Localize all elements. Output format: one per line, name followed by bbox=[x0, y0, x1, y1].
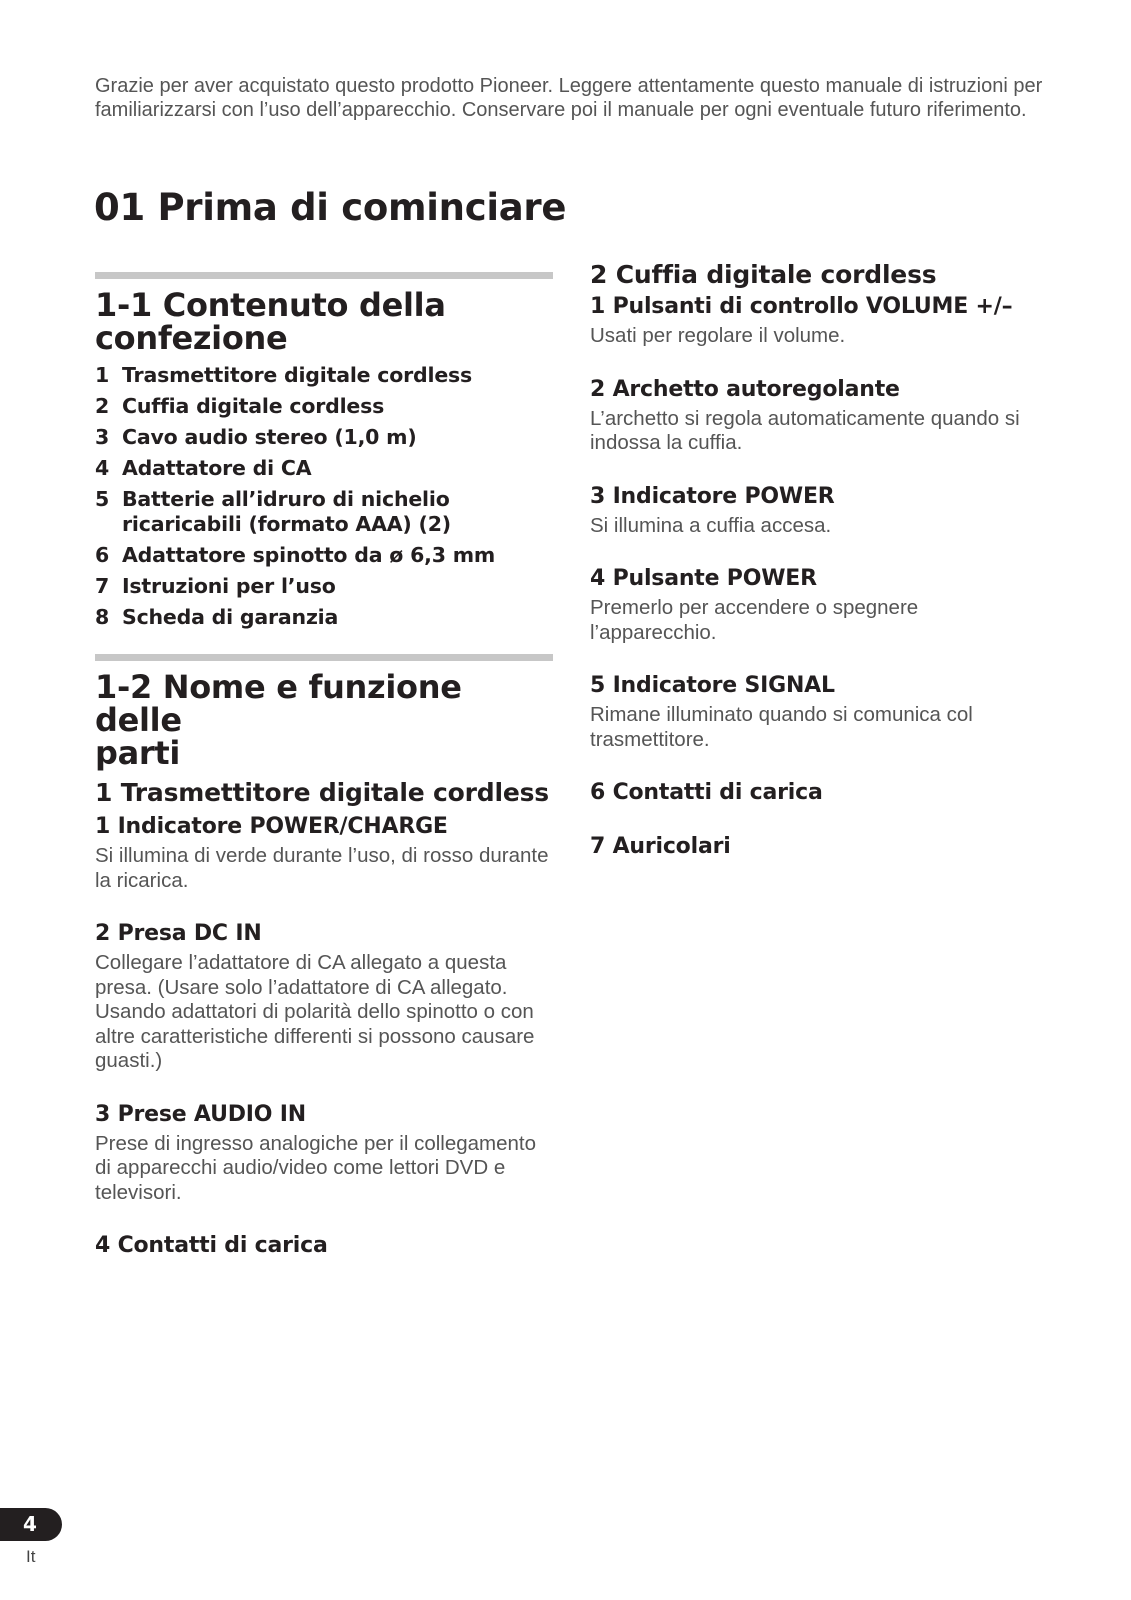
list-item bbox=[95, 487, 553, 537]
part-entry bbox=[590, 780, 1050, 806]
page-number-tab bbox=[0, 1508, 62, 1541]
part-description: L’archetto si regola automaticamente quando si indossa la cuffia. bbox=[590, 406, 1020, 454]
item-number: 3 bbox=[95, 425, 110, 449]
part-entry bbox=[95, 814, 553, 893]
section-title-line: 1-1 Contenuto della bbox=[95, 286, 446, 324]
part-title: 1 Indicatore POWER/CHARGE bbox=[95, 814, 448, 839]
section-title-contents bbox=[95, 286, 553, 357]
part-title: 5 Indicatore SIGNAL bbox=[590, 673, 835, 698]
language-code: It bbox=[26, 1547, 36, 1566]
part-title: 2 Archetto autoregolante bbox=[590, 376, 900, 402]
item-text: Istruzioni per l’uso bbox=[122, 574, 336, 598]
page-number: 4 bbox=[23, 1512, 37, 1536]
item-text: Adattatore spinotto da ø 6,3 mm bbox=[122, 543, 496, 567]
section-title-line: 1-2 Nome e funzione delle bbox=[95, 668, 462, 739]
right-column bbox=[590, 260, 1050, 888]
part-title: 4 Pulsante POWER bbox=[590, 566, 817, 591]
item-number: 6 bbox=[95, 543, 110, 567]
section-divider bbox=[95, 654, 553, 661]
list-item bbox=[95, 574, 553, 599]
left-column bbox=[95, 272, 553, 1287]
part-entry bbox=[590, 834, 1050, 860]
part-entry bbox=[590, 566, 1050, 645]
part-entry bbox=[95, 921, 553, 1074]
part-title: 3 Indicatore POWER bbox=[590, 483, 835, 509]
part-entry bbox=[95, 1233, 553, 1259]
item-number: 5 bbox=[95, 487, 110, 511]
part-description: Usati per regolare il volume. bbox=[590, 324, 846, 347]
section-title-line: confezione bbox=[95, 319, 288, 357]
part-description: Collegare l’adattatore di CA allegato a questa presa. (Usare solo l’adattatore di CA allegato. Usando adattatori di polarità dello spinotto o con altre caratteristiche differenti si possono causare guasti.) bbox=[95, 951, 535, 1072]
part-title: 7 Auricolari bbox=[590, 834, 731, 859]
section-divider bbox=[95, 272, 553, 279]
part-entry bbox=[95, 1102, 553, 1206]
part-title: 3 Prese AUDIO IN bbox=[95, 1101, 306, 1127]
item-number: 8 bbox=[95, 605, 110, 629]
chapter-title: 01 Prima di cominciare bbox=[94, 186, 567, 229]
part-entry bbox=[590, 484, 1050, 539]
part-description: Rimane illuminato quando si comunica col trasmettitore. bbox=[590, 703, 973, 751]
item-text: Cavo audio stereo (1,0 m) bbox=[122, 425, 417, 449]
section-title-parts bbox=[95, 668, 553, 772]
item-text: Cuffia digitale cordless bbox=[122, 394, 385, 418]
part-entry bbox=[590, 673, 1050, 752]
item-text: Trasmettitore digitale cordless bbox=[122, 363, 473, 387]
part-description: Prese di ingresso analogiche per il collegamento di apparecchi audio/video come lettori DVD e televisori. bbox=[95, 1131, 537, 1204]
item-number: 2 bbox=[95, 394, 110, 418]
item-text: Batterie all’idruro di nichelio ricaricabili (formato AAA) (2) bbox=[122, 487, 451, 536]
subsection-title-transmitter: 1 Trasmettitore digitale cordless bbox=[95, 778, 549, 807]
part-description: Si illumina a cuffia accesa. bbox=[590, 513, 832, 537]
part-title: 6 Contatti di carica bbox=[590, 780, 823, 805]
part-description: Premerlo per accendere o spegnere l’apparecchio. bbox=[590, 596, 919, 644]
list-item bbox=[95, 394, 553, 419]
item-text: Scheda di garanzia bbox=[122, 605, 339, 629]
section-title-line: parti bbox=[95, 734, 181, 772]
contents-list bbox=[95, 363, 553, 630]
part-title: 4 Contatti di carica bbox=[95, 1233, 328, 1258]
item-text: Adattatore di CA bbox=[122, 456, 312, 480]
item-number: 7 bbox=[95, 574, 110, 598]
list-item bbox=[95, 363, 553, 388]
part-description: Si illumina di verde durante l’uso, di rosso durante la ricarica. bbox=[95, 844, 549, 892]
part-entry bbox=[590, 294, 1050, 349]
subsection-title-headphones: 2 Cuffia digitale cordless bbox=[590, 260, 937, 289]
part-title: 2 Presa DC IN bbox=[95, 921, 262, 946]
item-number: 1 bbox=[95, 363, 110, 387]
list-item bbox=[95, 456, 553, 481]
list-item bbox=[95, 605, 553, 630]
part-title: 1 Pulsanti di controllo VOLUME +/– bbox=[590, 294, 1013, 319]
list-item bbox=[95, 543, 553, 568]
list-item bbox=[95, 425, 553, 450]
part-entry bbox=[590, 377, 1050, 456]
intro-paragraph: Grazie per aver acquistato questo prodotto Pioneer. Leggere attentamente questo manuale di istruzioni per familiarizzarsi con l’uso dell’apparecchio. Conservare poi il manuale per ogni eventuale futuro riferimento. bbox=[95, 75, 1043, 121]
item-number: 4 bbox=[95, 456, 110, 480]
